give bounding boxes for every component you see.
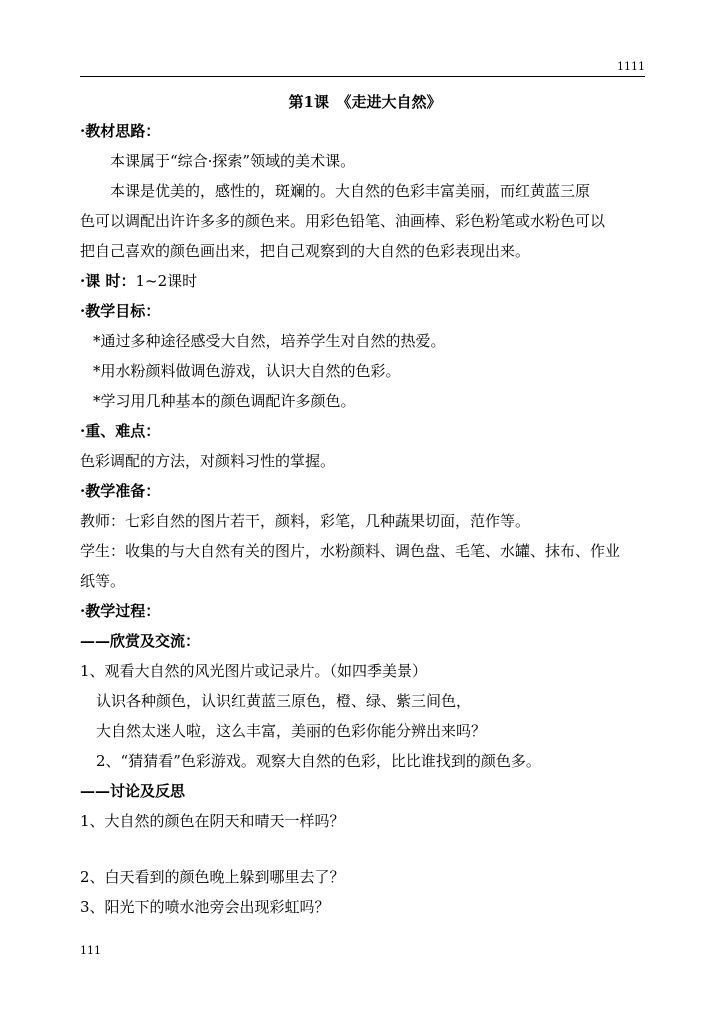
goal-item: *学习用几种基本的颜色调配许多颜色。 <box>93 392 356 410</box>
list-item: 2、“猜猜看”色彩游戏。观察大自然的色彩，比比谁找到的颜色多。 <box>96 752 541 770</box>
spacer <box>80 836 650 862</box>
section-heading-key-points: ·重、难点： <box>80 422 161 440</box>
section-heading-preparation: ·教学准备： <box>80 482 161 500</box>
paragraph-line: 色彩调配的方法，对颜料习性的掌握。 <box>80 452 336 470</box>
goal-item: *用水粉颜料做调色游戏，认识大自然的色彩。 <box>93 362 401 380</box>
subsection-heading-appreciation: ——欣赏及交流： <box>80 632 201 650</box>
lesson-title: 第1课 《走进大自然》 <box>288 93 442 111</box>
header-page-number: 1111 <box>617 60 645 73</box>
paragraph-line: 大自然太迷人啦，这么丰富，美丽的色彩你能分辨出来吗？ <box>96 722 487 740</box>
paragraph-line: 本课属于“综合·探索”领域的美术课。 <box>110 152 356 170</box>
paragraph-line: 本课是优美的，感性的，斑斓的。大自然的色彩丰富美丽，而红黄蓝三原 <box>110 182 591 200</box>
list-item: 2、白天看到的颜色晚上躲到哪里去了？ <box>80 868 345 886</box>
list-item: 1、观看大自然的风光图片或记录片。（如四季美景） <box>80 662 428 680</box>
footer-page-number: 111 <box>80 944 101 957</box>
list-item: 3、阳光下的喷水池旁会出现彩虹吗？ <box>80 898 330 916</box>
goal-item: *通过多种途径感受大自然，培养学生对自然的热爱。 <box>93 332 446 350</box>
section-heading-hours: ·课 时： <box>80 272 136 290</box>
paragraph-line: 纸等。 <box>80 572 126 590</box>
section-class-hours <box>80 266 650 296</box>
section-heading-goals: ·教学目标： <box>80 302 161 320</box>
subsection-heading-discussion: ——讨论及反思 <box>80 782 186 800</box>
list-item: 1、大自然的颜色在阴天和晴天一样吗？ <box>80 812 345 830</box>
header-rule <box>80 76 645 77</box>
section-heading-approach: ·教材思路： <box>80 122 161 140</box>
paragraph-line: 学生：收集的与大自然有关的图片，水粉颜料、调色盘、毛笔、水罐、抹布、作业 <box>80 542 621 560</box>
section-heading-process: ·教学过程： <box>80 602 161 620</box>
paragraph-line: 认识各种颜色，认识红黄蓝三原色，橙、绿、紫三间色， <box>96 692 472 710</box>
document-body <box>80 88 650 922</box>
class-hours-value: 1~2课时 <box>135 272 198 290</box>
paragraph-line: 把自己喜欢的颜色画出来，把自己观察到的大自然的色彩表现出来。 <box>80 242 531 260</box>
paragraph-line: 色可以调配出许许多多的颜色来。用彩色铅笔、油画棒、彩色粉笔或水粉色可以 <box>80 212 606 230</box>
paragraph-line: 教师：七彩自然的图片若干，颜料，彩笔，几种蔬果切面，范作等。 <box>80 512 531 530</box>
